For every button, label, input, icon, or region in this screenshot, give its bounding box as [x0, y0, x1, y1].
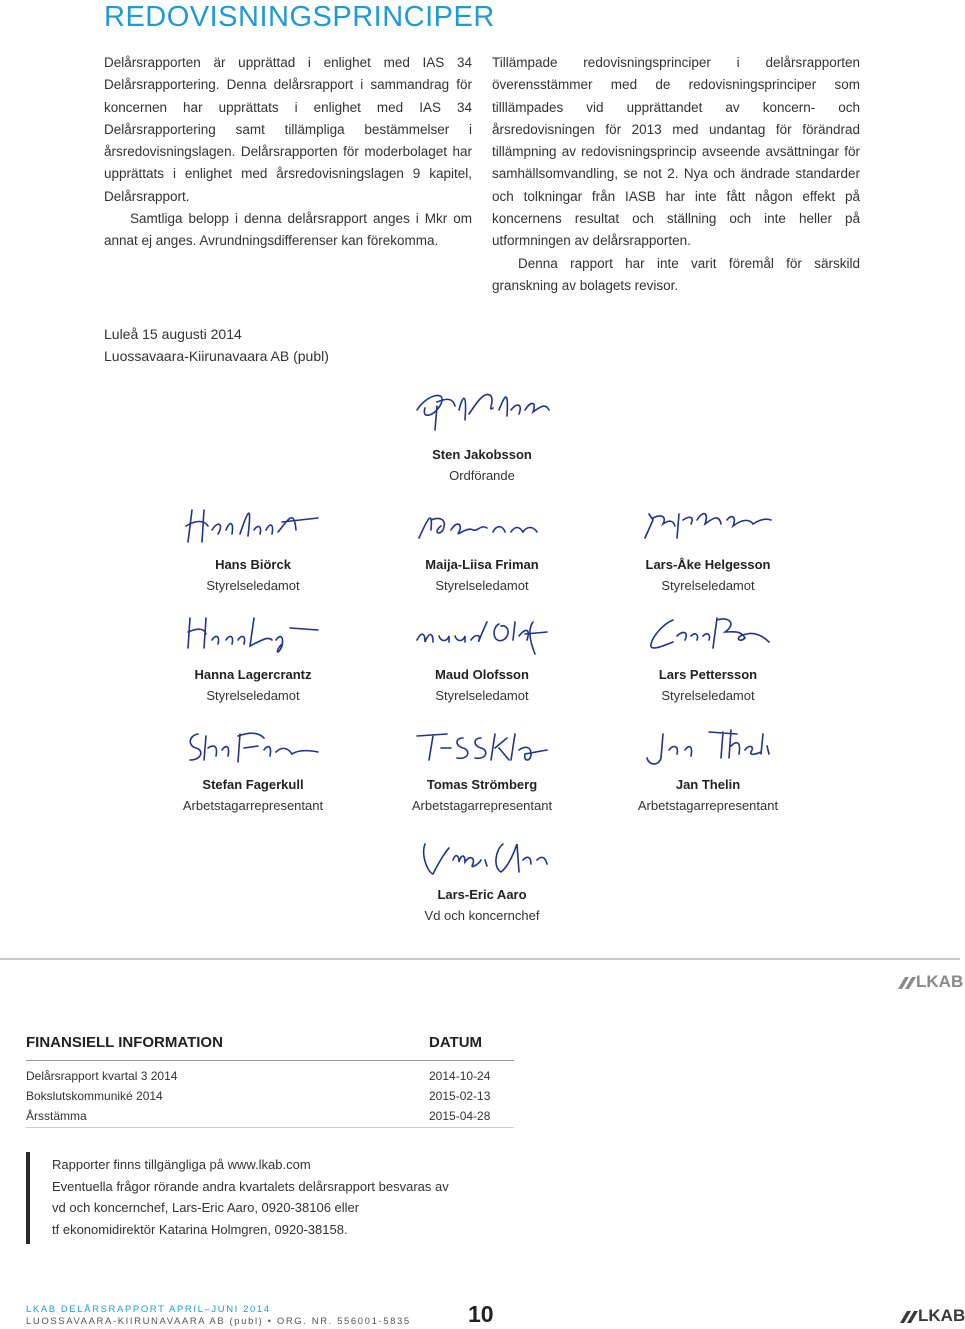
- signer-role: Vd och koncernchef: [424, 908, 540, 923]
- lkab-logo-icon: [896, 975, 916, 991]
- signature: [407, 710, 557, 774]
- info-box-bar: [26, 1152, 30, 1244]
- accounting-text-left: [104, 52, 472, 253]
- table-rule: [26, 1060, 514, 1061]
- paragraph: Denna rapport har inte varit föremål för särskild granskning av bolagets revisor.: [492, 255, 860, 293]
- date-heading: DATUM: [429, 1034, 483, 1051]
- table-row: [26, 1106, 498, 1126]
- place-date: Luleå 15 augusti 2014: [104, 326, 242, 342]
- page-number: 10: [468, 1301, 494, 1327]
- signer-role: Styrelseledamot: [435, 578, 529, 593]
- info-box: [52, 1154, 522, 1240]
- signer-name: Maud Olofsson: [435, 667, 529, 682]
- place-and-company: [104, 323, 329, 367]
- signature: [633, 600, 783, 664]
- signer-role: Styrelseledamot: [206, 578, 300, 593]
- signature: [178, 710, 328, 774]
- signer-role: Ordförande: [449, 468, 515, 483]
- signer-role: Styrelseledamot: [661, 578, 755, 593]
- info-line: Rapporter finns tillgängliga på www.lkab.com: [52, 1157, 311, 1172]
- info-line: Eventuella frågor rörande andra kvartalets delårsrapport besvaras av: [52, 1178, 449, 1194]
- signer-block: [578, 600, 838, 706]
- signer-name: Sten Jakobsson: [432, 447, 532, 462]
- signer-role: Arbetstagarrepresentant: [182, 798, 324, 813]
- signer-block: [352, 710, 612, 816]
- signer-role: Arbetstagarrepresentant: [411, 798, 553, 813]
- table-row: [26, 1066, 498, 1086]
- signer-block: [123, 710, 383, 816]
- page-title: REDOVISNINGSPRINCIPER: [104, 1, 495, 33]
- signer-name: Lars Pettersson: [658, 667, 758, 682]
- financial-info-heading: FINANSIELL INFORMATION: [26, 1034, 223, 1051]
- footer-company: LUOSSAVAARA-KIIRUNAVAARA AB (publ) • ORG. NR. 556001-5835: [26, 1316, 411, 1327]
- row-label: Årsstämma: [26, 1109, 87, 1123]
- signer-block: [578, 490, 838, 596]
- table-rule: [26, 1127, 514, 1128]
- signer-role: Arbetstagarrepresentant: [637, 798, 779, 813]
- row-date: 2015-02-13: [429, 1089, 491, 1103]
- accounting-text-right: [492, 52, 860, 297]
- row-label: Bokslutskommuniké 2014: [26, 1089, 163, 1103]
- signature: [407, 380, 557, 444]
- signer-block: [352, 820, 612, 926]
- info-line: vd och koncernchef, Lars-Eric Aaro, 0920-38106 eller: [52, 1200, 360, 1215]
- signer-name: Stefan Fagerkull: [202, 777, 304, 792]
- signer-block: [352, 490, 612, 596]
- signature: [178, 490, 328, 554]
- row-label: Delårsrapport kvartal 3 2014: [26, 1069, 178, 1083]
- lkab-logo: [898, 1306, 965, 1326]
- signer-name: Lars-Eric Aaro: [437, 887, 527, 902]
- signer-name: Maija-Liisa Friman: [425, 557, 539, 572]
- signature: [178, 600, 328, 664]
- signer-name: Tomas Strömberg: [426, 777, 538, 792]
- footer-report-title: LKAB DELÅRSRAPPORT APRIL–JUNI 2014: [26, 1304, 271, 1315]
- table-row: [26, 1086, 498, 1106]
- row-date: 2015-04-28: [429, 1109, 491, 1123]
- signature: [407, 490, 557, 554]
- signer-block: [123, 490, 383, 596]
- lkab-logo-icon: [898, 1309, 918, 1325]
- signer-block: [352, 600, 612, 706]
- row-date: 2014-10-24: [429, 1069, 491, 1083]
- signer-name: Hans Biörck: [215, 557, 291, 572]
- paragraph: Delårsrapporten är upprättad i enlighet med IAS 34 Delårsrapportering. Denna delårsrapport i sammandrag för koncernen har upprättats i enlighet med IAS 34 Delårsrapportering samt tillämpliga bestämmelser i årsredovisningslagen. Delårsrapporten för moderbolaget har upprättats i enlighet med årsredovisningslagen 9 kapitel, Delårsrapport.: [104, 55, 472, 204]
- signer-name: Lars-Åke Helgesson: [645, 557, 771, 572]
- signature: [407, 820, 557, 884]
- signer-block: [352, 380, 612, 486]
- section-divider: [0, 958, 960, 960]
- paragraph: Samtliga belopp i denna delårsrapport anges i Mkr om annat ej anges. Avrundningsdifferenser kan förekomma.: [104, 211, 472, 249]
- signer-name: Jan Thelin: [675, 777, 741, 792]
- company-name: Luossavaara-Kiirunavaara AB (publ): [104, 348, 329, 364]
- signature: [633, 710, 783, 774]
- signature: [633, 490, 783, 554]
- signature: [407, 600, 557, 664]
- signer-block: [578, 710, 838, 816]
- signer-role: Styrelseledamot: [435, 688, 529, 703]
- paragraph: Tillämpade redovisningsprinciper i delårsrapporten överensstämmer med de redovisningsprinciper som tilllämpades vid upprättandet av koncern- och årsredovisningen för 2013 med undantag för förändrad tillämpning av redovisningsprincip avseende avsättningar för samhällsomvandling, se not 2. Nya och ändrade standarder och tolkningar från IASB har inte fått någon effekt på koncernens resultat och ställning och inte heller på utformningen av delårsrapporten.: [492, 55, 860, 249]
- logo-text: LKAB: [918, 1306, 965, 1325]
- lkab-logo: [896, 972, 963, 992]
- signer-block: [123, 600, 383, 706]
- signer-role: Styrelseledamot: [206, 688, 300, 703]
- info-line: tf ekonomidirektör Katarina Holmgren, 0920-38158.: [52, 1221, 348, 1237]
- signer-name: Hanna Lagercrantz: [194, 667, 312, 682]
- logo-text: LKAB: [916, 972, 964, 991]
- signer-role: Styrelseledamot: [661, 688, 755, 703]
